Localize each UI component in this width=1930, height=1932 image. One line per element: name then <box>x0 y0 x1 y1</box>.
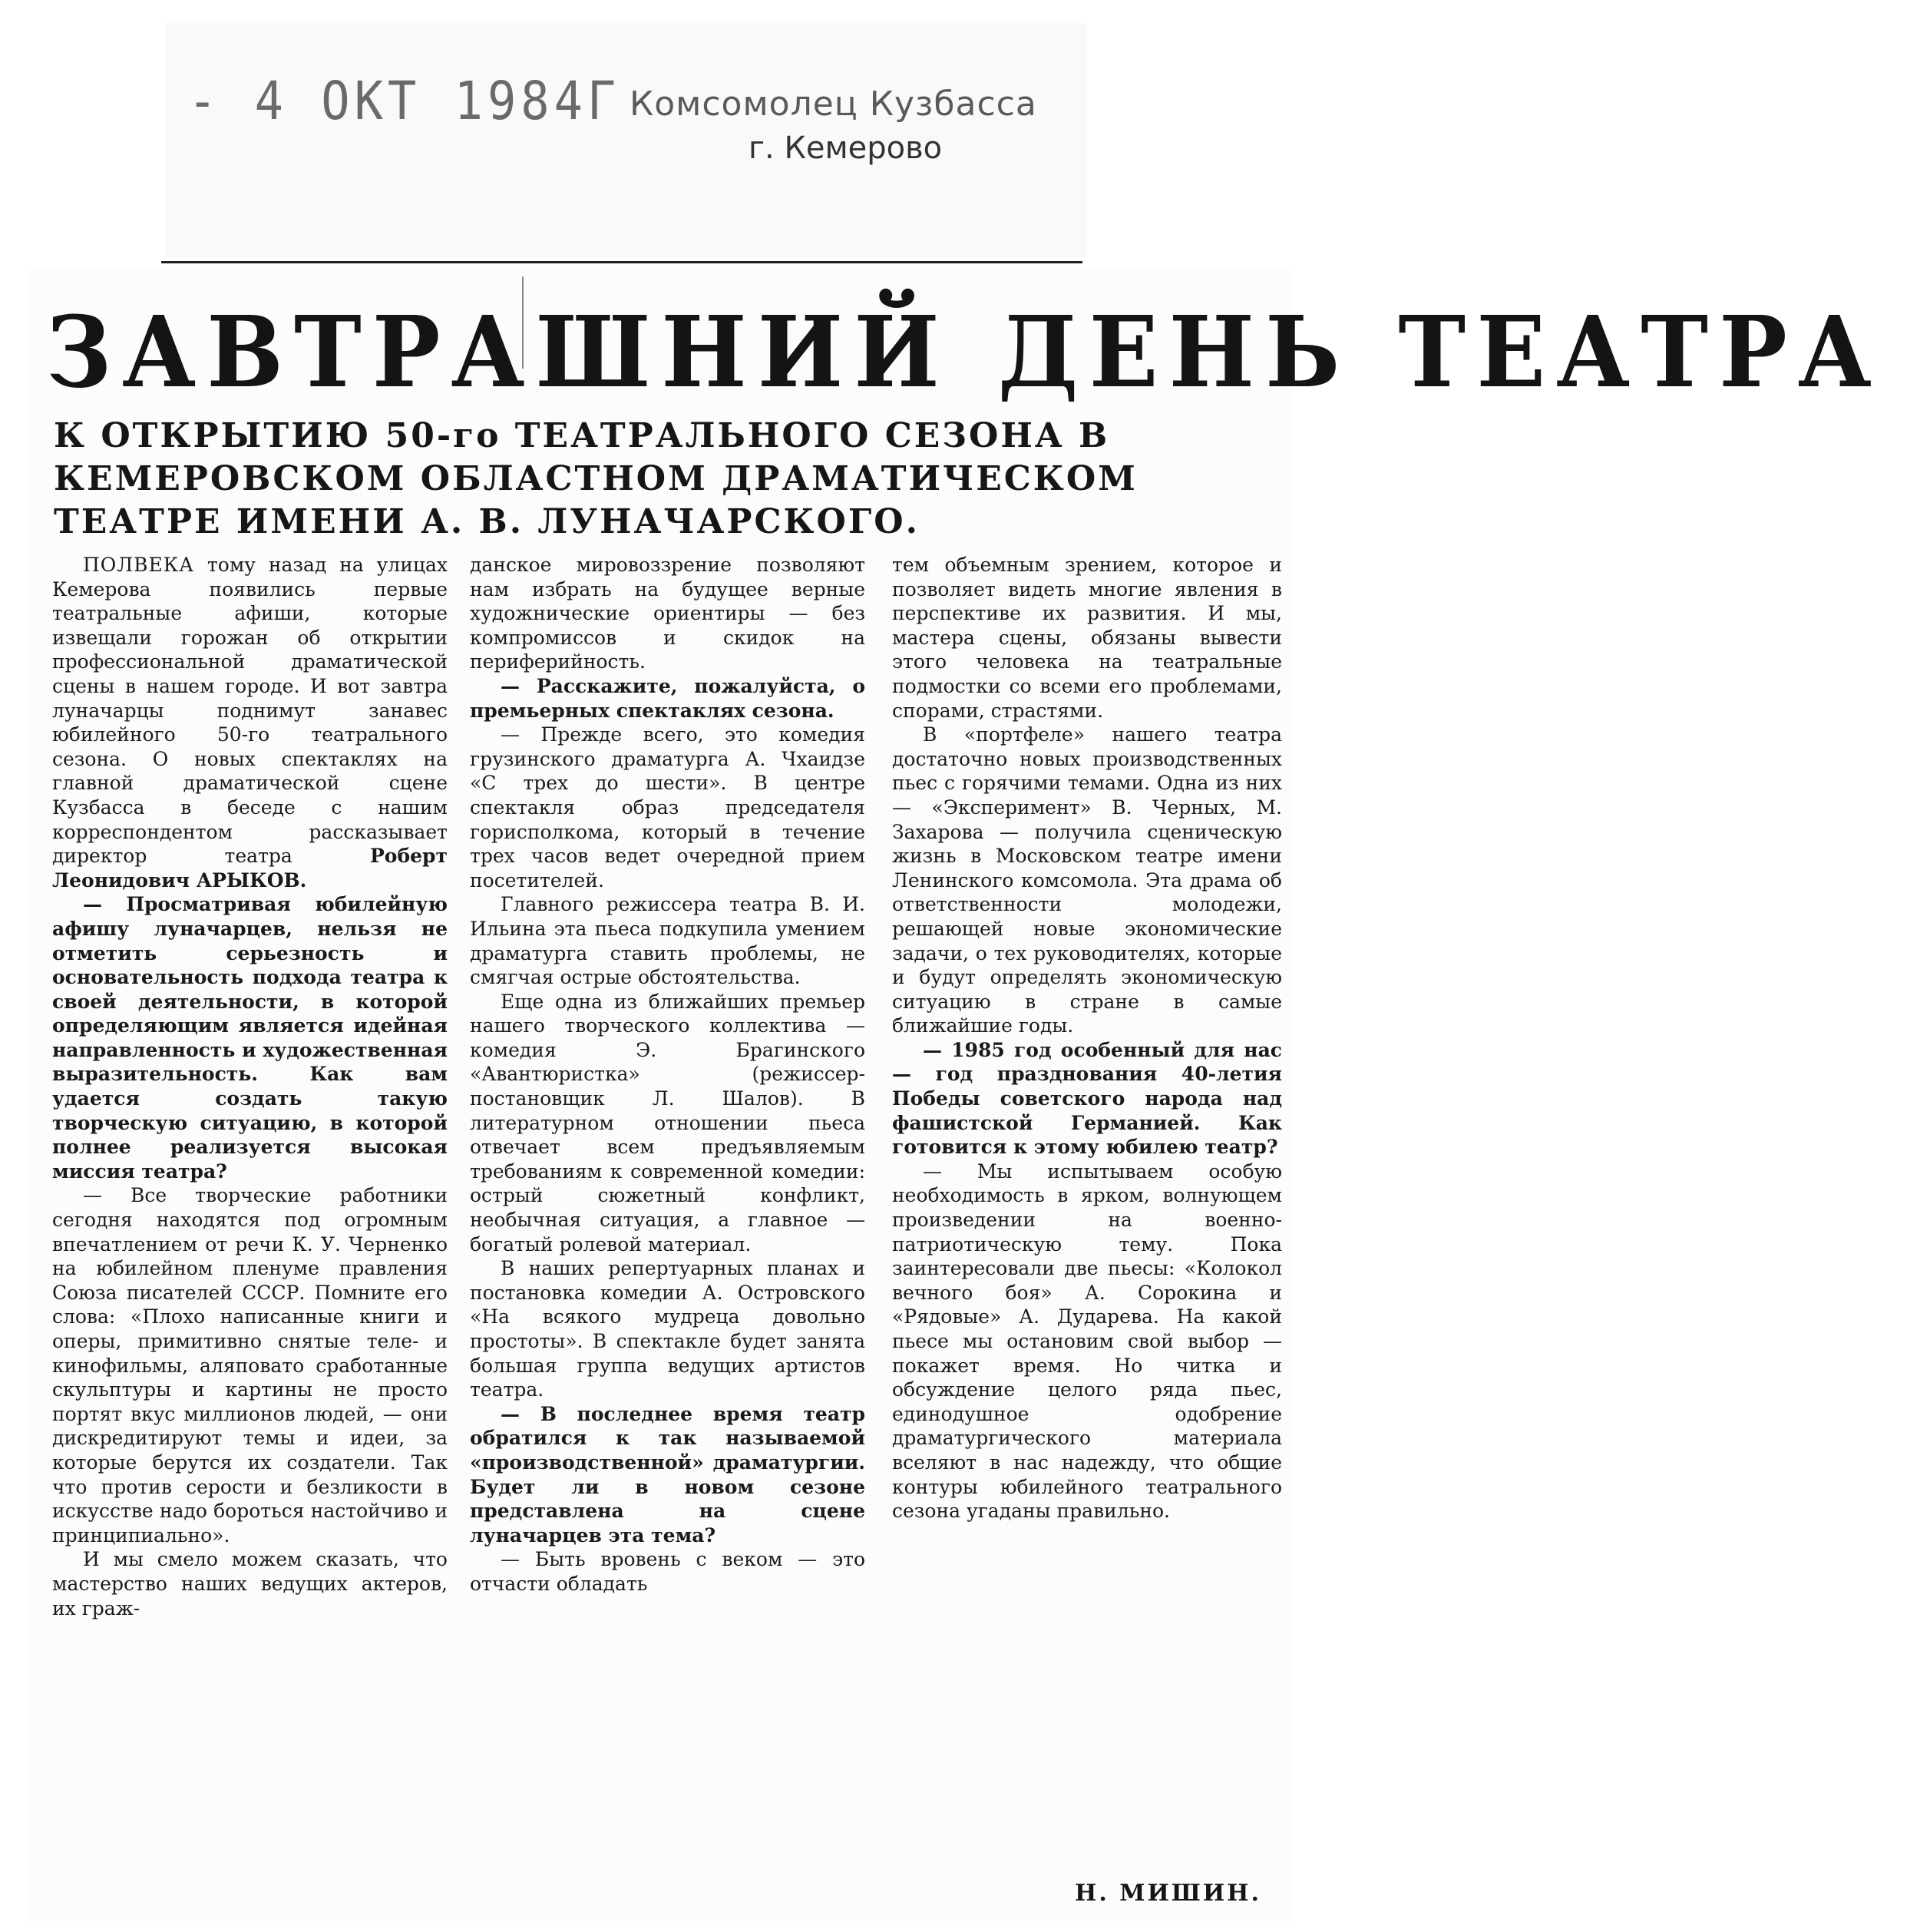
author-signature: Н. МИШИН. <box>1075 1880 1261 1907</box>
interview-answer: — Все творческие работники сегодня находятся под огромным впечатлением от речи К. У. Черненко на юбилейном пленуме правления Союза писателей СССР. Помните его слова: «Плохо написанные книги и оперы, примитивно снятые теле- и кинофильмы, аляповато сработанные скульптуры и картины не просто портят вкус миллионов людей, — они дискредитируют темы и идеи, за которые берутся их создатели. Так что против серости и безликости в искусстве надо бороться настойчиво и принципиально». <box>52 1184 448 1547</box>
newspaper-name-stamp: Комсомолец Кузбасса <box>630 84 1037 124</box>
lead-text: тому назад на улицах Кемерова появились первые театральные афиши, которые извещали горожан об открытии профессиональной драматической сцены в нашем городе. И вот завтра луначарцы поднимут занавес юбилейного 50-го театрального сезона. О новых спектаклях на главной драматической сцене Кузбасса в беседе с нашим корреспондентом рассказывает директор театра <box>52 554 448 868</box>
interview-answer-continued: тем объемным зрением, которое и позволяет видеть многие явления в перспективе их развития. И мы, мастера сцены, обязаны вывести этого человека на театральные подмостки со всеми его проблемами, спорами, страстями. <box>892 554 1282 722</box>
article-subheadline: К ОТКРЫТИЮ 50-го ТЕАТРАЛЬНОГО СЕЗОНА В КЕМЕРОВСКОМ ОБЛАСТНОМ ДРАМАТИЧЕСКОМ ТЕАТРЕ ИМЕНИ А. В. ЛУНАЧАРСКОГО. <box>54 416 1138 541</box>
article-headline <box>46 294 1882 410</box>
interview-question: — 1985 год особенный для нас — год празднования 40-летия Победы советского народа над фашистской Германией. Как готовится к этому юбилею театр? <box>892 1038 1282 1159</box>
interview-answer: Еще одна из ближайших премьер нашего творческого коллектива — комедия Э. Брагинского «Авантюристка» (режиссер-постановщик Л. Шалов). В литературном отношении пьеса отвечает всем предъявляемым требованиям к современной комедии: острый сюжетный конфликт, необычная ситуация, а главное — богатый ролевой материал. <box>470 990 865 1255</box>
interview-answer: Главного режиссера театра В. И. Ильина эта пьеса подкупила умением драматурга ставить проблемы, не смягчая острые обстоятельства. <box>470 893 865 989</box>
interview-answer: И мы смело можем сказать, что мастерство наших ведущих актеров, их граж- <box>52 1548 448 1619</box>
newspaper-city-stamp: г. Кемерово <box>749 131 943 166</box>
article-column-2 <box>470 553 865 1596</box>
clipping-date-stamp: - 4 ОКТ 1984Г <box>188 70 621 132</box>
article-lead-paragraph <box>52 553 448 892</box>
article-column-3 <box>892 553 1282 1523</box>
headline-word: ТЕАТРА <box>1398 294 1882 410</box>
clipping-stamp-area <box>165 23 1086 257</box>
interview-answer: — Быть вровень с веком — это отчасти обладать <box>470 1548 865 1595</box>
interview-answer: — Прежде всего, это комедия грузинского драматурга А. Чхаидзе «С трех до шести». В центре спектакля образ председателя горисполкома, который в течение трех часов ведет очередной прием посетителей. <box>470 723 865 892</box>
interview-answer: В наших репертуарных планах и постановка комедии А. Островского «На всякого мудреца довольно простоты». В спектакле будет занята большая группа ведущих артистов театра. <box>470 1257 865 1401</box>
interview-answer: — Мы испытываем особую необходимость в ярком, волнующем произведении на военно-патриотическую тему. Пока заинтересовали две пьесы: «Колокол вечного боя» А. Сорокина и «Рядовые» А. Дударева. На какой пьесе мы остановим свой выбор — покажет время. Но читка и обсуждение целого ряда пьес, единодушное одобрение драматургического материала вселяют в нас надежду, что общие контуры юбилейного театрального сезона угаданы правильно. <box>892 1160 1282 1523</box>
interview-question: — В последнее время театр обратился к так называемой «производственной» драматургии. Будет ли в новом сезоне представлена на сцене луначарцев эта тема? <box>470 1402 865 1547</box>
interview-question: — Просматривая юбилейную афишу луначарцев, нельзя не отметить серьезность и основательность подхода театра к своей деятельности, в которой определяющим является идейная направленность и художественная выразительность. Как вам удается создать такую творческую ситуацию, в которой полнее реализуется высокая миссия театра? <box>52 893 448 1183</box>
clipping-top-border <box>161 261 1082 263</box>
interview-question: — Расскажите, пожалуйста, о премьерных спектаклях сезона. <box>470 674 865 722</box>
headline-word: ЗАВТРАШНИЙ <box>46 294 950 410</box>
headline-word: ДЕНЬ <box>997 294 1351 410</box>
interview-answer: В «портфеле» нашего театра достаточно новых производственных пьес с горячими темами. Одна из них — «Эксперимент» В. Черных, М. Захарова — получила сценическую жизнь в Московском театре имени Ленинского комсомола. Эта драма об ответственности молодежи, решающей новые экономические задачи, о тех руководителях, которые и будут определять экономическую ситуацию в стране в самые ближайшие годы. <box>892 723 1282 1037</box>
director-name: Роберт Леонидович АРЫКОВ. <box>52 845 448 892</box>
interview-answer-continued: данское мировоззрение позволяют нам избрать на будущее верные художнические ориентиры — без компромиссов и скидок на периферийность. <box>470 554 865 673</box>
article-body <box>46 553 1290 1889</box>
article-column-1 <box>52 553 448 1620</box>
lead-word: ПОЛВЕКА <box>83 554 195 576</box>
